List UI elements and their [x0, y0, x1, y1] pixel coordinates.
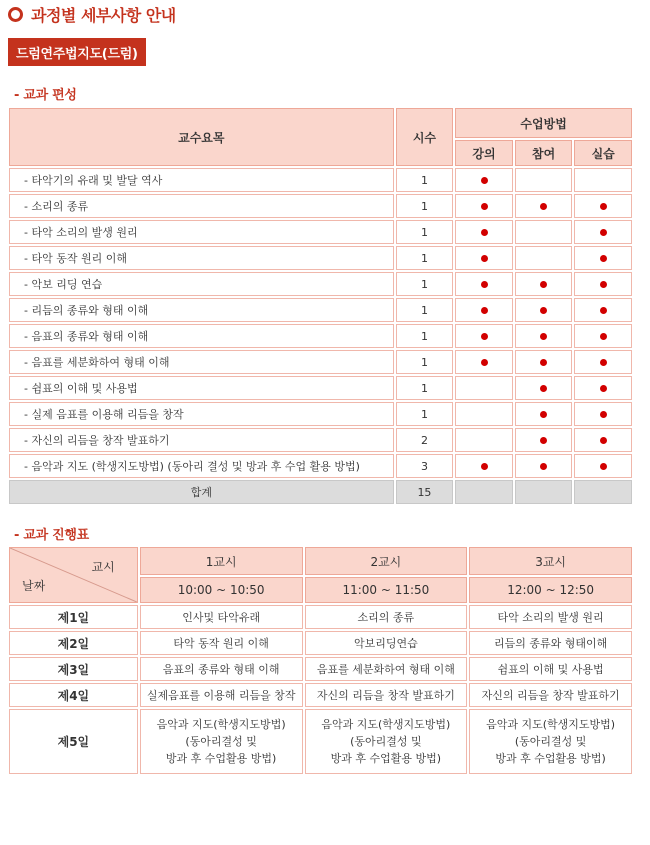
day-label: 제3일 [9, 657, 138, 681]
red-dot-icon [481, 333, 488, 340]
red-dot-icon [481, 359, 488, 366]
lecture-mark-cell [455, 194, 513, 218]
participation-mark-cell [515, 454, 573, 478]
hours-cell: 1 [396, 220, 454, 244]
header-participation: 참여 [515, 140, 573, 166]
session-text: (동아리결성 및 [514, 735, 587, 748]
total-empty-cell [455, 480, 513, 504]
hours-cell: 1 [396, 246, 454, 270]
period-3-header: 3교시 [469, 547, 632, 575]
session-text: (동아리결성 및 [185, 735, 257, 748]
hours-cell: 1 [396, 168, 454, 192]
period-3-cell [469, 657, 632, 681]
curriculum-row [9, 246, 632, 270]
red-dot-icon [600, 203, 607, 210]
red-dot-icon [540, 437, 547, 444]
curriculum-row [9, 402, 632, 426]
participation-mark-cell [515, 272, 573, 296]
session-text: 방과 후 수업활용 방법) [165, 752, 277, 765]
red-dot-icon [540, 411, 547, 418]
red-dot-icon [600, 281, 607, 288]
session-text: 방과 후 수업활용 방법) [330, 752, 442, 765]
period-2-cell [305, 631, 468, 655]
red-dot-icon [481, 229, 488, 236]
practice-mark-cell [574, 272, 632, 296]
lecture-mark-cell [455, 402, 513, 426]
subject-cell: - 악보 리딩 연습 [9, 272, 394, 296]
curriculum-heading: - 교과 편성 [14, 88, 77, 103]
curriculum-row [9, 168, 632, 192]
total-row [9, 480, 632, 504]
corner-label-period: 교시 [91, 560, 115, 574]
total-empty-cell [574, 480, 632, 504]
lecture-mark-cell [455, 298, 513, 322]
lecture-mark-cell [455, 350, 513, 374]
red-dot-icon [540, 281, 547, 288]
subject-cell: - 음표를 세분화하여 형태 이해 [9, 350, 394, 374]
red-dot-icon [600, 463, 607, 470]
participation-mark-cell [515, 246, 573, 270]
day-label: 제2일 [9, 631, 138, 655]
red-dot-icon [540, 333, 547, 340]
subject-cell: - 실제 음표를 이용해 리듬을 창작 [9, 402, 394, 426]
red-dot-icon [600, 333, 607, 340]
total-empty-cell [515, 480, 573, 504]
subject-cell: - 리듬의 종류와 형태 이해 [9, 298, 394, 322]
red-dot-icon [540, 307, 547, 314]
curriculum-row [9, 324, 632, 348]
period-3-cell [469, 709, 632, 774]
red-dot-icon [481, 177, 488, 184]
curriculum-row [9, 350, 632, 374]
subject-cell: - 타악 소리의 발생 원리 [9, 220, 394, 244]
participation-mark-cell [515, 220, 573, 244]
hours-cell: 1 [396, 194, 454, 218]
circle-bullet-icon [8, 7, 23, 22]
hours-cell: 1 [396, 376, 454, 400]
lecture-mark-cell [455, 376, 513, 400]
session-text: 음악과 지도(학생지도방법) [321, 718, 451, 731]
session-text: 실제음표를 이용해 리듬을 창작 [146, 689, 296, 702]
header-hours: 시수 [396, 108, 454, 166]
practice-mark-cell [574, 376, 632, 400]
red-dot-icon [600, 359, 607, 366]
period-2-time: 11:00 ~ 11:50 [305, 577, 468, 603]
red-dot-icon [600, 411, 607, 418]
header-lecture: 강의 [455, 140, 513, 166]
subject-cell: - 음표의 종류와 형태 이해 [9, 324, 394, 348]
schedule-table [7, 545, 634, 776]
practice-mark-cell [574, 402, 632, 426]
period-1-header: 1교시 [140, 547, 303, 575]
hours-cell: 1 [396, 324, 454, 348]
practice-mark-cell [574, 324, 632, 348]
period-2-cell [305, 605, 468, 629]
total-label: 합계 [9, 480, 394, 504]
subject-cell: - 타악기의 유래 및 발달 역사 [9, 168, 394, 192]
day-label: 제5일 [9, 709, 138, 774]
day-label: 제1일 [9, 605, 138, 629]
red-dot-icon [481, 307, 488, 314]
session-text: 방과 후 수업활용 방법) [495, 752, 606, 765]
page-title-row [8, 2, 176, 26]
lecture-mark-cell [455, 272, 513, 296]
period-1-cell [140, 605, 303, 629]
schedule-row [9, 605, 632, 629]
schedule-row [9, 657, 632, 681]
lecture-mark-cell [455, 168, 513, 192]
red-dot-icon [481, 255, 488, 262]
period-2-cell [305, 709, 468, 774]
red-dot-icon [481, 463, 488, 470]
red-dot-icon [600, 307, 607, 314]
day-label: 제4일 [9, 683, 138, 707]
session-text: 인사및 타악유래 [182, 611, 261, 624]
schedule-corner-cell [9, 547, 138, 603]
practice-mark-cell [574, 350, 632, 374]
period-1-cell [140, 631, 303, 655]
lecture-mark-cell [455, 324, 513, 348]
participation-mark-cell [515, 194, 573, 218]
period-3-cell [469, 605, 632, 629]
session-text: 악보리딩연습 [353, 637, 418, 650]
session-text: (동아리결성 및 [350, 735, 422, 748]
subject-cell: - 쉼표의 이해 및 사용법 [9, 376, 394, 400]
header-subject: 교수요목 [9, 108, 394, 166]
red-dot-icon [481, 203, 488, 210]
lecture-mark-cell [455, 454, 513, 478]
participation-mark-cell [515, 168, 573, 192]
lecture-mark-cell [455, 428, 513, 452]
curriculum-row [9, 194, 632, 218]
practice-mark-cell [574, 168, 632, 192]
hours-cell: 1 [396, 298, 454, 322]
session-text: 쉼표의 이해 및 사용법 [497, 663, 604, 676]
participation-mark-cell [515, 402, 573, 426]
period-1-time: 10:00 ~ 10:50 [140, 577, 303, 603]
red-dot-icon [540, 359, 547, 366]
session-text: 자신의 리듬을 창작 발표하기 [316, 689, 455, 702]
subject-cell: - 소리의 종류 [9, 194, 394, 218]
total-hours: 15 [396, 480, 454, 504]
corner-label-date: 날짜 [22, 579, 46, 593]
red-dot-icon [600, 437, 607, 444]
curriculum-table [7, 106, 634, 506]
participation-mark-cell [515, 376, 573, 400]
session-text: 자신의 리듬을 창작 발표하기 [481, 689, 620, 702]
period-2-cell [305, 657, 468, 681]
participation-mark-cell [515, 298, 573, 322]
curriculum-row [9, 298, 632, 322]
hours-cell: 3 [396, 454, 454, 478]
curriculum-row [9, 272, 632, 296]
curriculum-row [9, 376, 632, 400]
hours-cell: 1 [396, 350, 454, 374]
schedule-row [9, 683, 632, 707]
curriculum-row [9, 428, 632, 452]
curriculum-row [9, 454, 632, 478]
red-dot-icon [600, 229, 607, 236]
lecture-mark-cell [455, 246, 513, 270]
course-tab[interactable]: 드럼연주법지도(드럼) [8, 38, 146, 66]
session-text: 리듬의 종류와 형태이해 [493, 637, 608, 650]
practice-mark-cell [574, 220, 632, 244]
red-dot-icon [540, 385, 547, 392]
hours-cell: 2 [396, 428, 454, 452]
practice-mark-cell [574, 194, 632, 218]
header-method: 수업방법 [455, 108, 632, 138]
session-text: 음표의 종류와 형태 이해 [162, 663, 280, 676]
session-text: 음악과 지도(학생지도방법) [486, 718, 616, 731]
hours-cell: 1 [396, 272, 454, 296]
period-3-cell [469, 631, 632, 655]
practice-mark-cell [574, 298, 632, 322]
participation-mark-cell [515, 350, 573, 374]
header-practice: 실습 [574, 140, 632, 166]
hours-cell: 1 [396, 402, 454, 426]
session-text: 타악 동작 원리 이해 [173, 637, 269, 650]
subject-cell: - 자신의 리듬을 창작 발표하기 [9, 428, 394, 452]
period-1-cell [140, 709, 303, 774]
subject-cell: - 음악과 지도 (학생지도방법) (동아리 결성 및 방과 후 수업 활용 방법) [9, 454, 394, 478]
page-title: 과정별 세부사항 안내 [31, 5, 176, 25]
session-text: 소리의 종류 [357, 611, 415, 624]
period-2-cell [305, 683, 468, 707]
red-dot-icon [600, 255, 607, 262]
schedule-row [9, 631, 632, 655]
period-1-cell [140, 657, 303, 681]
session-text: 음표를 세분화하여 형태 이해 [316, 663, 455, 676]
period-3-cell [469, 683, 632, 707]
session-text: 타악 소리의 발생 원리 [497, 611, 604, 624]
red-dot-icon [481, 281, 488, 288]
period-1-cell [140, 683, 303, 707]
practice-mark-cell [574, 454, 632, 478]
curriculum-row [9, 220, 632, 244]
practice-mark-cell [574, 246, 632, 270]
period-3-time: 12:00 ~ 12:50 [469, 577, 632, 603]
period-2-header: 2교시 [305, 547, 468, 575]
red-dot-icon [600, 385, 607, 392]
schedule-heading: - 교과 진행표 [14, 528, 89, 543]
subject-cell: - 타악 동작 원리 이해 [9, 246, 394, 270]
participation-mark-cell [515, 324, 573, 348]
session-text: 음악과 지도(학생지도방법) [156, 718, 286, 731]
red-dot-icon [540, 463, 547, 470]
schedule-row [9, 709, 632, 774]
practice-mark-cell [574, 428, 632, 452]
lecture-mark-cell [455, 220, 513, 244]
participation-mark-cell [515, 428, 573, 452]
red-dot-icon [540, 203, 547, 210]
